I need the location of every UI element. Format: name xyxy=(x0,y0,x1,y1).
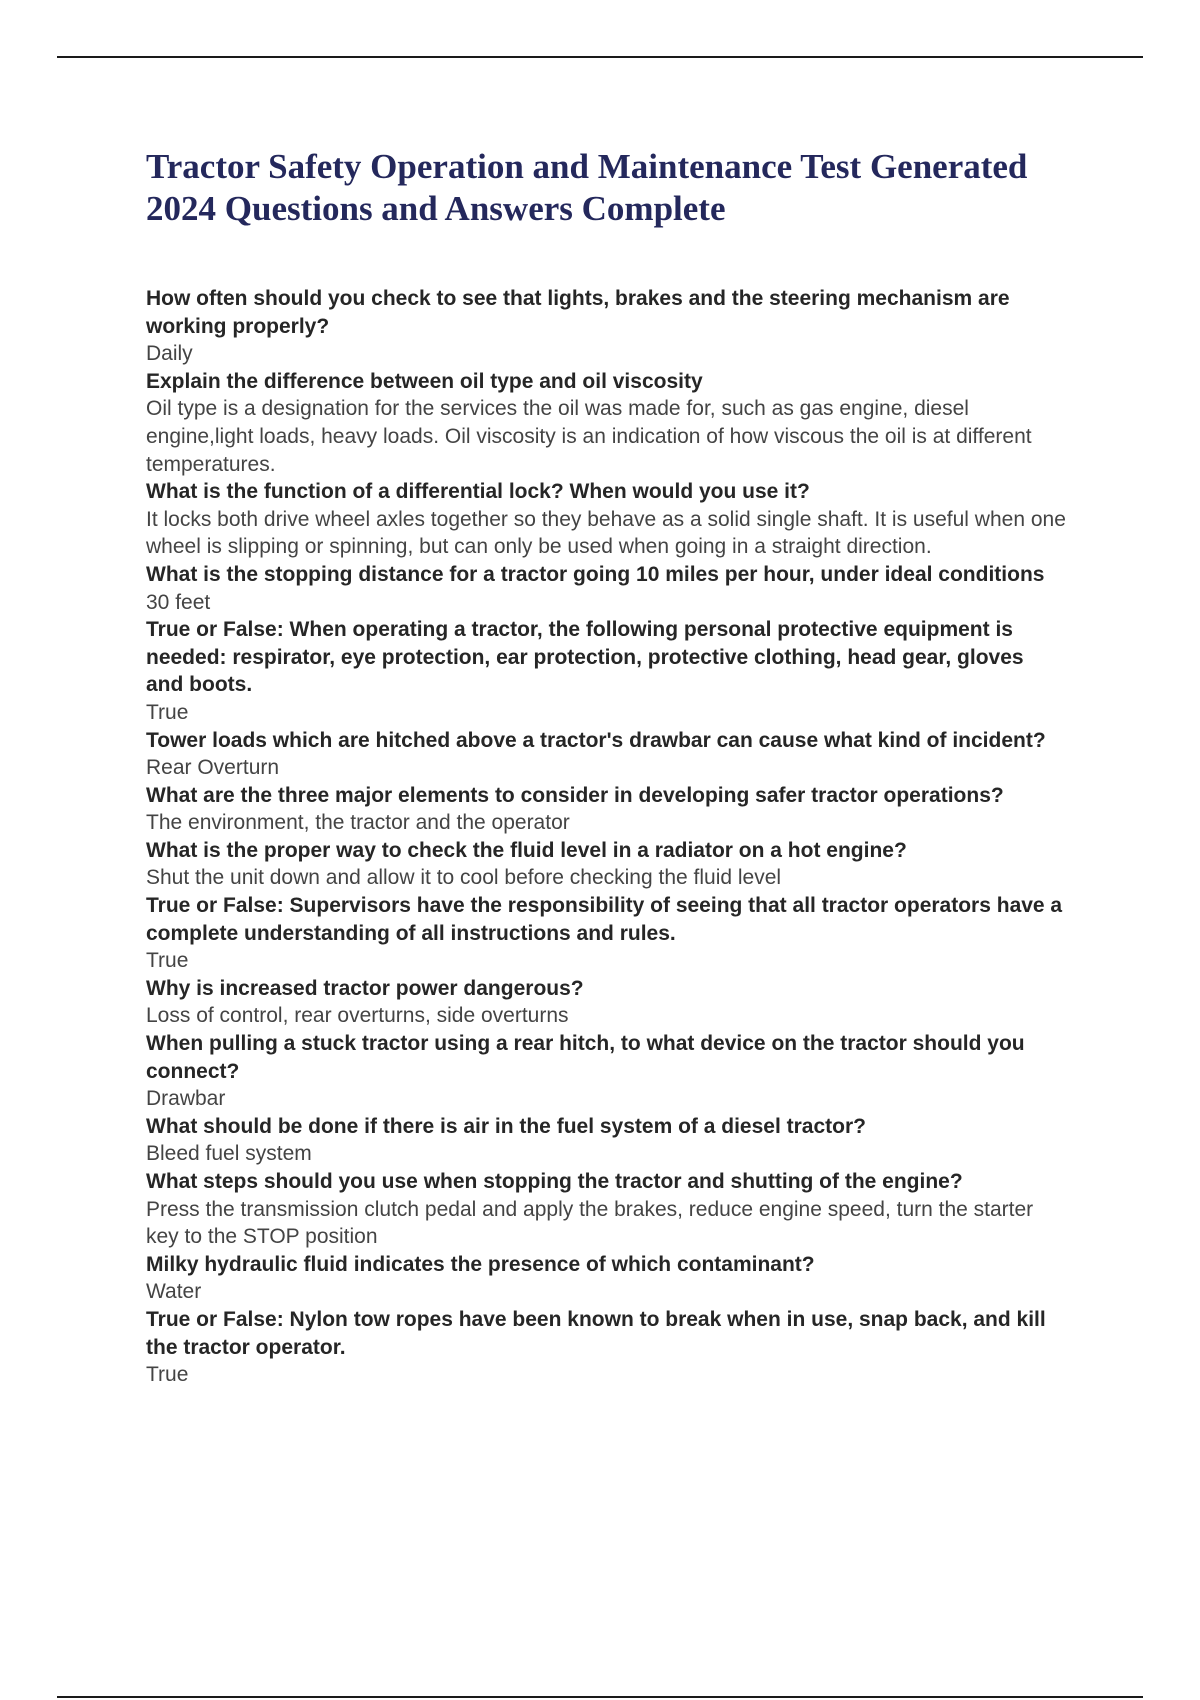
question-text: True or False: Nylon tow ropes have been known to break when in use, snap back, and kill the tractor operator. xyxy=(146,1307,1046,1359)
answer-text: Loss of control, rear overturns, side overturns xyxy=(146,1004,569,1028)
question-text: What is the proper way to check the fluid level in a radiator on a hot engine? xyxy=(146,838,907,862)
question-text: What is the stopping distance for a tractor going 10 miles per hour, under ideal conditions xyxy=(146,562,1045,586)
answer-text: The environment, the tractor and the operator xyxy=(146,811,570,835)
answer-text: 30 feet xyxy=(146,590,211,614)
answer-text: Shut the unit down and allow it to cool before checking the fluid level xyxy=(146,866,782,890)
answer-text: Press the transmission clutch pedal and apply the brakes, reduce engine speed, turn the starter key to the STOP position xyxy=(146,1197,1034,1249)
answer-text: Rear Overturn xyxy=(146,756,280,780)
question-text: Explain the difference between oil type and oil viscosity xyxy=(146,369,703,393)
top-divider xyxy=(57,56,1143,58)
question-text: Milky hydraulic fluid indicates the presence of which contaminant? xyxy=(146,1252,815,1276)
question-text: What should be done if there is air in the fuel system of a diesel tractor? xyxy=(146,1114,866,1138)
question-text: Why is increased tractor power dangerous? xyxy=(146,976,584,1000)
page-title: Tractor Safety Operation and Maintenance Test Generated 2024 Questions and Answers Complete xyxy=(146,147,1028,228)
answer-text: Bleed fuel system xyxy=(146,1142,312,1166)
answer-text: True xyxy=(146,1363,189,1387)
answer-text: Water xyxy=(146,1280,202,1304)
question-text: What steps should you use when stopping the tractor and shutting of the engine? xyxy=(146,1170,963,1193)
qa-list xyxy=(146,285,1066,1389)
question-text: When pulling a stuck tractor using a rear hitch, to what device on the tractor should you connect? xyxy=(146,1032,1025,1083)
question-text: True or False: Supervisors have the responsibility of seeing that all tractor operators have a complete understanding of all instructions and rules. xyxy=(146,894,1063,945)
question-text: How often should you check to see that lights, brakes and the steering mechanism are working properly? xyxy=(146,287,1010,338)
bottom-divider xyxy=(57,1696,1143,1698)
question-text: Tower loads which are hitched above a tractor's drawbar can cause what kind of incident? xyxy=(146,728,1046,752)
document-body xyxy=(146,146,1066,1389)
question-text: What is the function of a differential lock? When would you use it? xyxy=(146,480,810,504)
question-text: What are the three major elements to consider in developing safer tractor operations? xyxy=(146,783,1004,807)
answer-text: Oil type is a designation for the services the oil was made for, such as gas engine, diesel engine,light loads, heavy loads. Oil viscosity is an indication of how viscous the oil is at different temperatures. xyxy=(146,397,1032,476)
answer-text: Daily xyxy=(146,342,193,366)
answer-text: Drawbar xyxy=(146,1087,226,1111)
question-text: True or False: When operating a tractor, the following personal protective equipment is needed: respirator, eye protection, ear protection, protective clothing, head gear, gloves and boots. xyxy=(146,618,1024,697)
answer-text: True xyxy=(146,700,189,724)
answer-text: True xyxy=(146,949,189,973)
answer-text: It locks both drive wheel axles together so they behave as a solid single shaft. It is useful when one wheel is slipping or spinning, but can only be used when going in a straight direction. xyxy=(146,507,1066,559)
